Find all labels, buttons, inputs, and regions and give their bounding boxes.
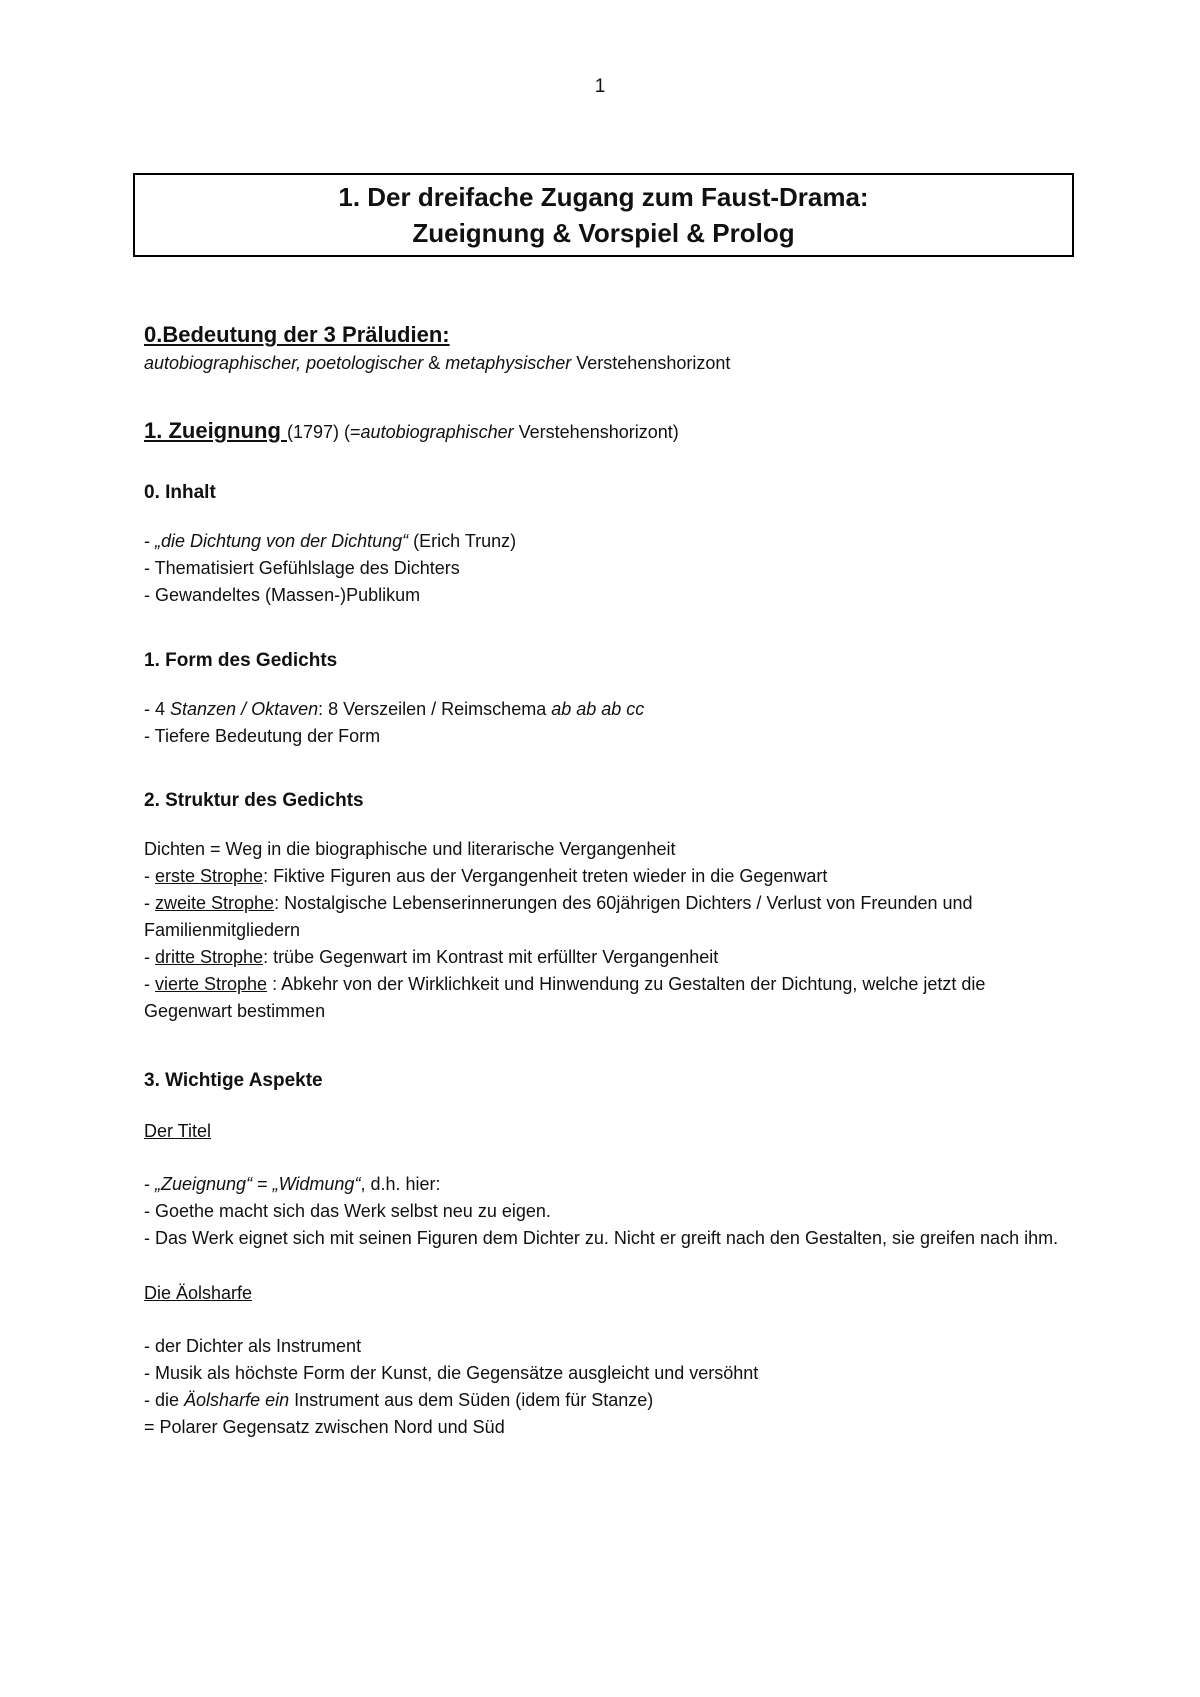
list-italic: Stanzen / Oktaven	[170, 699, 319, 719]
strophe-text: : Fiktive Figuren aus der Vergangenheit treten wieder in die Gegenwart	[263, 866, 828, 886]
list-item: - Musik als höchste Form der Kunst, die Gegensätze ausgleicht und versöhnt	[144, 1363, 759, 1383]
list-item: - „Zueignung“ = „Widmung“, d.h. hier:	[144, 1174, 441, 1194]
heading-form: 1. Form des Gedichts	[144, 650, 338, 671]
section-heading-zueignung: 1. Zueignung	[144, 418, 287, 443]
list-rest: Instrument aus dem Süden (idem für Stanze)	[289, 1390, 654, 1410]
strophe-label: zweite Strophe	[155, 893, 275, 913]
subsection-inhalt	[144, 482, 1064, 609]
list-item	[144, 528, 1064, 555]
title-line-1: 1. Der dreifache Zugang zum Faust-Drama:	[338, 182, 869, 212]
heading-titel: Der Titel	[144, 1121, 212, 1141]
list-item	[144, 1387, 1064, 1414]
section-zueignung	[144, 418, 1064, 446]
section-praeludien	[144, 322, 1064, 377]
praeludien-line	[144, 350, 1064, 377]
strophe-label: erste Strophe	[155, 866, 264, 886]
list-mid: : 8 Verszeilen / Reimschema	[318, 699, 552, 719]
praeludien-amp: &	[423, 353, 446, 373]
harfe-list	[144, 1333, 1064, 1441]
strophe-label: vierte Strophe	[155, 974, 268, 994]
struktur-intro: Dichten = Weg in die biographische und literarische Vergangenheit	[144, 839, 676, 859]
page-number: 1	[594, 76, 606, 97]
list-rest: (Erich Trunz)	[408, 531, 517, 551]
strophe-text: : Abkehr von der Wirklichkeit und Hinwendung zu Gestalten der Dichtung, welche jetzt die Gegenwart bestimmen	[144, 974, 986, 1021]
title-line-2: Zueignung & Vorspiel & Prolog	[412, 218, 795, 248]
section-heading-praeludien: 0.Bedeutung der 3 Präludien:	[144, 322, 450, 347]
list-item: - dritte Strophe: trübe Gegenwart im Kontrast mit erfüllter Vergangenheit	[144, 947, 719, 967]
subsection-struktur	[144, 790, 1064, 1025]
list-prefix: - die	[144, 1390, 185, 1410]
praeludien-italic-a: autobiographischer, poetologischer	[144, 353, 424, 373]
list-item: - zweite Strophe: Nostalgische Lebenserinnerungen des 60jährigen Dichters / Verlust von Freunden und Familienmitgliedern	[144, 893, 973, 940]
list-item: - Thematisiert Gefühlslage des Dichters	[144, 558, 460, 578]
list-item: - Gewandeltes (Massen-)Publikum	[144, 585, 421, 605]
strophe-label: dritte Strophe	[155, 947, 264, 967]
list-rest: , d.h. hier:	[360, 1174, 441, 1194]
list-italic: „Zueignung“	[155, 1174, 253, 1194]
list-prefix: -	[144, 531, 155, 551]
zueignung-rest: Verstehenshorizont)	[513, 422, 679, 442]
subsection-form	[144, 650, 1064, 750]
list-italic: „Widmung“	[272, 1174, 361, 1194]
strophe-text: : trübe Gegenwart im Kontrast mit erfüllter Vergangenheit	[263, 947, 719, 967]
list-mid: =	[252, 1174, 273, 1194]
subsection-aspekte	[144, 1070, 1064, 1441]
heading-aspekte: 3. Wichtige Aspekte	[144, 1070, 323, 1091]
inhalt-list	[144, 528, 1064, 609]
heading-inhalt: 0. Inhalt	[144, 482, 216, 503]
strophe-text: : Nostalgische Lebenserinnerungen des 60jährigen Dichters / Verlust von Freunden und Familienmitgliedern	[144, 893, 973, 940]
zueignung-italic: autobiographischer	[360, 422, 514, 442]
zueignung-year: (1797) (=	[287, 422, 361, 442]
list-item: - erste Strophe: Fiktive Figuren aus der Vergangenheit treten wieder in die Gegenwart	[144, 866, 828, 886]
titel-list	[144, 1171, 1064, 1252]
list-italic: Äolsharfe ein	[184, 1390, 290, 1410]
list-prefix: - 4	[144, 699, 171, 719]
list-item: - vierte Strophe : Abkehr von der Wirklichkeit und Hinwendung zu Gestalten der Dichtung, welche jetzt die Gegenwart bestimmen	[144, 974, 986, 1021]
heading-aeolsharfe: Die Äolsharfe	[144, 1283, 253, 1303]
rhyme-scheme: ab ab ab cc	[551, 699, 645, 719]
struktur-list	[144, 836, 1064, 1025]
list-italic: „die Dichtung von der Dichtung“	[155, 531, 409, 551]
list-item: = Polarer Gegensatz zwischen Nord und Süd	[144, 1417, 505, 1437]
list-item: - Tiefere Bedeutung der Form	[144, 726, 381, 746]
list-item	[144, 696, 1064, 723]
praeludien-rest: Verstehenshorizont	[571, 353, 731, 373]
list-item: - der Dichter als Instrument	[144, 1336, 362, 1356]
praeludien-italic-b: metaphysischer	[445, 353, 572, 373]
list-item: - Das Werk eignet sich mit seinen Figuren dem Dichter zu. Nicht er greift nach den Gestalten, sie greifen nach ihm.	[144, 1228, 1059, 1248]
title-box	[133, 173, 1074, 257]
heading-struktur: 2. Struktur des Gedichts	[144, 790, 364, 811]
form-list	[144, 696, 1064, 750]
list-item: - Goethe macht sich das Werk selbst neu zu eigen.	[144, 1201, 551, 1221]
